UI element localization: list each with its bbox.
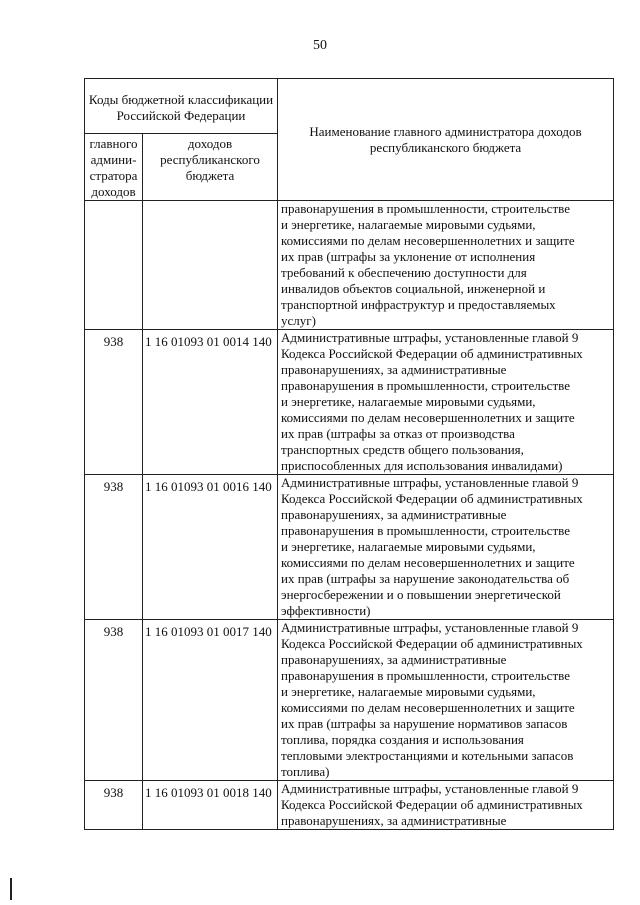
page-margin-mark xyxy=(10,878,12,900)
budget-code-cell: 1 16 01093 01 0014 140 xyxy=(143,330,278,475)
admin-code-cell: 938 xyxy=(85,620,143,781)
description-cell: правонарушения в промышленности, строительстве и энергетике, налагаемые мировыми судьями, комиссиями по делам несовершеннолетних и защите их прав (штрафы за уклонение от исполнения требований к обеспечению доступности для инвалидов объектов социальной, инженерной и транспортной инфраструктур и предоставляемых услуг) xyxy=(278,201,614,330)
table-row xyxy=(85,475,614,620)
table-row xyxy=(85,201,614,330)
budget-classification-table xyxy=(84,78,614,830)
budget-code-cell xyxy=(143,201,278,330)
header-administrator-name: Наименование главного администратора доходов республиканского бюджета xyxy=(278,79,614,201)
table-header xyxy=(85,79,614,201)
header-republican-budget-income: доходов республиканского бюджета xyxy=(143,134,278,201)
page-number: 50 xyxy=(313,38,327,53)
header-budget-codes: Коды бюджетной классификации Российской Федерации xyxy=(85,79,278,134)
budget-code-cell: 1 16 01093 01 0018 140 xyxy=(143,781,278,830)
admin-code-cell xyxy=(85,201,143,330)
budget-code-cell: 1 16 01093 01 0016 140 xyxy=(143,475,278,620)
description-cell: Административные штрафы, установленные главой 9 Кодекса Российской Федерации об административных правонарушениях, за административные правонарушения в промышленности, строительстве и энергетике, налагаемые мировыми судьями, комиссиями по делам несовершеннолетних и защите их прав (штрафы за нарушение законодательства об энергосбережении и о повышении энергетической эффективности) xyxy=(278,475,614,620)
description-cell: Административные штрафы, установленные главой 9 Кодекса Российской Федерации об административных правонарушениях, за административные xyxy=(278,781,614,830)
admin-code-cell: 938 xyxy=(85,781,143,830)
table-body xyxy=(85,201,614,830)
table-row xyxy=(85,330,614,475)
header-main-administrator: главного админи-стратора доходов xyxy=(85,134,143,201)
table-row xyxy=(85,620,614,781)
table-row xyxy=(85,781,614,830)
admin-code-cell: 938 xyxy=(85,475,143,620)
admin-code-cell: 938 xyxy=(85,330,143,475)
budget-code-cell: 1 16 01093 01 0017 140 xyxy=(143,620,278,781)
description-cell: Административные штрафы, установленные главой 9 Кодекса Российской Федерации об административных правонарушениях, за административные правонарушения в промышленности, строительстве и энергетике, налагаемые мировыми судьями, комиссиями по делам несовершеннолетних и защите их прав (штрафы за отказ от производства транспортных средств общего пользования, приспособленных для использования инвалидами) xyxy=(278,330,614,475)
description-cell: Административные штрафы, установленные главой 9 Кодекса Российской Федерации об административных правонарушениях, за административные правонарушения в промышленности, строительстве и энергетике, налагаемые мировыми судьями, комиссиями по делам несовершеннолетних и защите их прав (штрафы за нарушение нормативов запасов топлива, порядка создания и использования тепловыми электростанциями и котельными запасов топлива) xyxy=(278,620,614,781)
